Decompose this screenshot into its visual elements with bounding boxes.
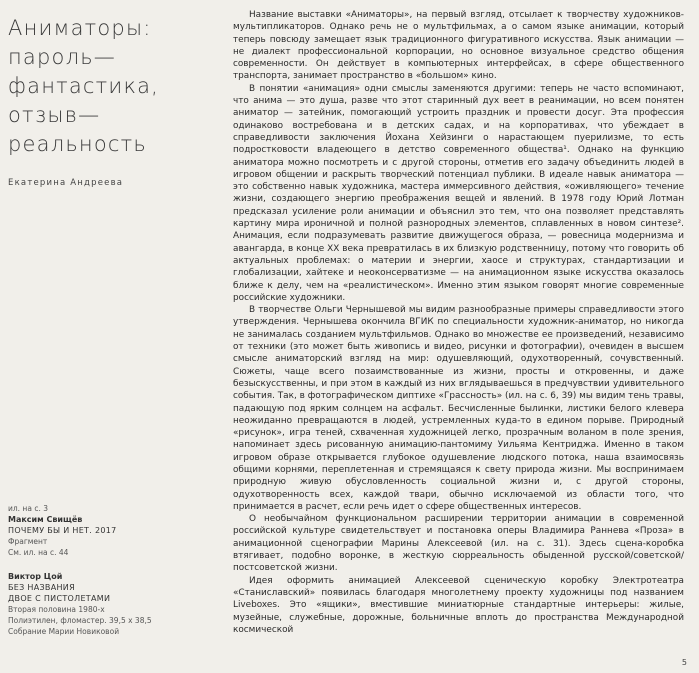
body-paragraph: В понятии «анимация» одни смыслы заменяются другими: теперь не часто вспоминают, что анима — это душа, разве что этот старинный дух веет в реанимации, но всем понятен аниматор — затейник, помогающий устроить праздник и провести досуг. Эта профессия одинаково востребована и в детских садах, и на корпоративах, что убеждает в справедливости заключения Йохана Хейзинги о нарастающем пуерилизме, то есть подростковости владеющего в детство современного общества¹. Однако на функцию аниматора можно посмотреть и с другой стороны, отметив его задачу объединить людей в игровом общении и раскрыть творческий потенциал публики. В идеале навык аниматора — это собственно навык художника, мастера иммерсивного действия, «оживляющего» течение жизни, создающего энергию преображения вещей и явлений. В 1978 году Юрий Лотман предсказал усиление роли анимации и объяснил это тем, что она позволяет представлять картину мира ироничной и полной разнородных элементов, сплавленных в новом синтезе². Анимация, если подразумевать развитие движущегося образа, — ровесница модернизма и авангарда, в конце XX века превратилась в их близкую родственницу, потому что говорить об актуальных проблемах: о материи и энергии, хаосе и структурах, стандартизации и глобализации, хайтеке и неоконсерватизме — на анимационном языке искусства оказалось ближе к делу, чем на «реалистическом». Именно этим языком говорят многие современные российские художники. <box>233 83 684 303</box>
caption-collection: Собрание Марии Новиковой <box>8 627 120 636</box>
body-paragraph: Идея оформить анимацией Алексеевой сценическую коробку Электротеатра «Станиславский» появилась благодаря многолетнему проекту художницы под названием Liveboxes. Это «ящики», вместившие миниатюрные стандартные интерьеры: жилые, музейные, служебные, дорожные, больничные вплоть до пространства Международной космической <box>233 575 684 635</box>
page-number: 5 <box>681 658 687 667</box>
caption-date: Вторая половина 1980-х <box>8 605 105 614</box>
caption-work-title: ДВОЕ С ПИСТОЛЕТАМИ <box>8 594 111 603</box>
body-paragraph: В творчестве Ольги Чернышевой мы видим разнообразные примеры справедливости этого утверждения. Чернышева окончила ВГИК по специальности художник-аниматор, но никогда не занималась созданием мультфильмов. Однако во множестве ее произведений, независимо от техники (это может быть живопись и видео, рисунки и фотографии), очевиден в высшем смысле аниматорский взгляд на мир: одушевляющий, одухотворенный, сочувственный. Сюжеты, чаще всего позаимствованные из жизни, просты и откровенны, и даже безыскусственны, и при этом в каждый из них вглядываешься в предчувствии удивительного события. Так, в фотографическом диптихе «Грассность» (ил. на с. 6, 39) мы видим тень травы, падающую под ярким солнцем на асфальт. Бесчисленные былинки, листики белого клевера неожиданно превращаются в людей, устремленных куда-то в едином порыве. Природный «рисунок», игра теней, схваченная художницей легко, прозрачным воланом в поле зрения, напоминает здесь рисованную анимацию-пантомиму Уильяма Кентриджа. Именно в таком игровом образе открывается глубокое одушевление людского потока, наша взаимосвязь общими корнями, переплетенная и стремящаяся к свету природа жизни. Мы воспринимаем природную живую обусловленность социальной жизни и, с другой стороны, одухотворенность всех, каждой твари, обычно исключаемой из области того, что принимается в расчет, если речь идет о сфере общественных интересов. <box>233 305 684 512</box>
caption-medium: Полиэтилен, фломастер. 39,5 х 38,5 <box>8 616 152 625</box>
illustration-captions <box>8 503 223 637</box>
caption-work-name: ПОЧЕМУ БЫ И НЕТ. <box>8 526 93 535</box>
caption-work-year: 2017 <box>94 526 117 535</box>
caption-artist: Виктор Цой <box>8 572 63 581</box>
title-line: реальность <box>8 132 147 156</box>
caption-ref: ил. на с. 3 <box>8 504 48 513</box>
body-paragraph: О необычайном функциональном расширении территории анимации в современной российской культуре свидетельствует и постановка оперы Владимира Раннева «Проза» в анимационной сценографии Марины Алексеевой (ил. на с. 31). Здесь сцена-коробка втягивает, подобно воронке, в жесткую сюрреальность обыденной русской/советской/постсоветской жизни. <box>233 514 684 574</box>
body-paragraph: Название выставки «Аниматоры», на первый взгляд, отсылает к творчеству художников-мультипликаторов. Однако речь не о мультфильмах, а о самом языке анимации, который теперь повсюду замещает язык традиционного фигуративного искусства. Язык анимации — не диалект профессиональной корпорации, но основное визуальное средство общения современности. Он действует в компьютерных интерфейсах, в сфере общественного транспорта, занимает пространство в «большом» кино. <box>233 10 684 82</box>
author-name: Екатерина Андреева <box>8 178 124 188</box>
title-line: отзыв— <box>8 103 101 127</box>
title-line: Аниматоры: <box>8 16 152 40</box>
caption-work-title <box>8 525 223 536</box>
article-body <box>233 9 684 636</box>
caption-work-title: БЕЗ НАЗВАНИЯ <box>8 583 75 592</box>
article-title <box>8 14 223 159</box>
title-line: фантастика, <box>8 74 160 98</box>
title-line: пароль— <box>8 45 116 69</box>
caption-ref: См. ил. на с. 44 <box>8 548 69 557</box>
caption-artist: Максим Свищёв <box>8 515 83 524</box>
caption-note: Фрагмент <box>8 537 48 546</box>
